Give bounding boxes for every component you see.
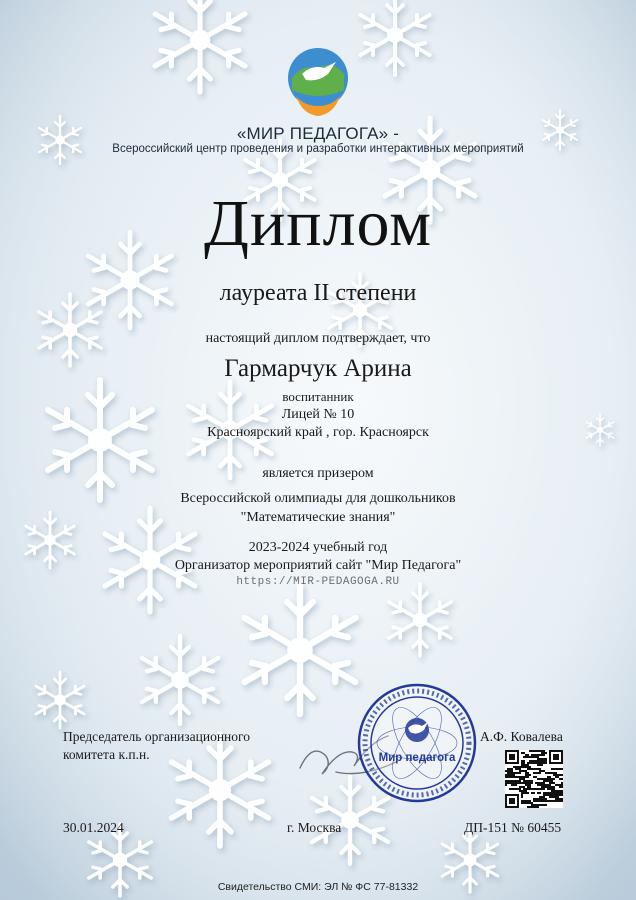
event-line-2: "Математические знания" <box>240 510 396 525</box>
stamp-seal-icon <box>354 680 480 806</box>
result-text: является призером <box>262 466 374 481</box>
chair-name: А.Ф. Ковалева <box>480 729 563 744</box>
media-certificate: Свидетельство СМИ: ЭЛ № ФС 77-81332 <box>217 881 419 893</box>
chair-title-line-2: комитета к.п.н. <box>63 747 150 762</box>
recipient-region: Красноярский край , гор. Красноярск <box>207 425 429 440</box>
qr-code-icon[interactable] <box>505 750 563 808</box>
dove-globe-hands-icon <box>284 44 352 122</box>
recipient-school: Лицей № 10 <box>281 407 355 422</box>
diploma-degree: лауреата II степени <box>219 280 417 306</box>
school-year: 2023-2024 учебный год <box>248 540 388 555</box>
event-line-1: Всероссийской олимпиады для дошкольников <box>180 491 456 506</box>
document-number: ДП-151 № 60455 <box>464 820 562 835</box>
issue-city: г. Москва <box>287 820 342 835</box>
recipient-role: воспитанник <box>282 389 354 404</box>
organizer-text: Организатор мероприятий сайт "Мир Педагога" <box>174 558 462 573</box>
recipient-name: Гармарчук Арина <box>224 355 412 382</box>
issue-date: 30.01.2024 <box>63 820 124 835</box>
organization-tagline: Всероссийский центр проведения и разработки интерактивных мероприятий <box>112 143 524 155</box>
chair-title-line-1: Председатель организационного <box>63 729 250 744</box>
diploma-title: Диплом <box>203 187 433 260</box>
organization-brand: «МИР ПЕДАГОГА» - <box>236 124 400 143</box>
confirm-text: настоящий диплом подтверждает, что <box>205 331 431 346</box>
stamp-label: Мир педагога <box>378 752 456 764</box>
website-link[interactable]: https://MIR-PEDAGOGA.RU <box>236 576 400 588</box>
